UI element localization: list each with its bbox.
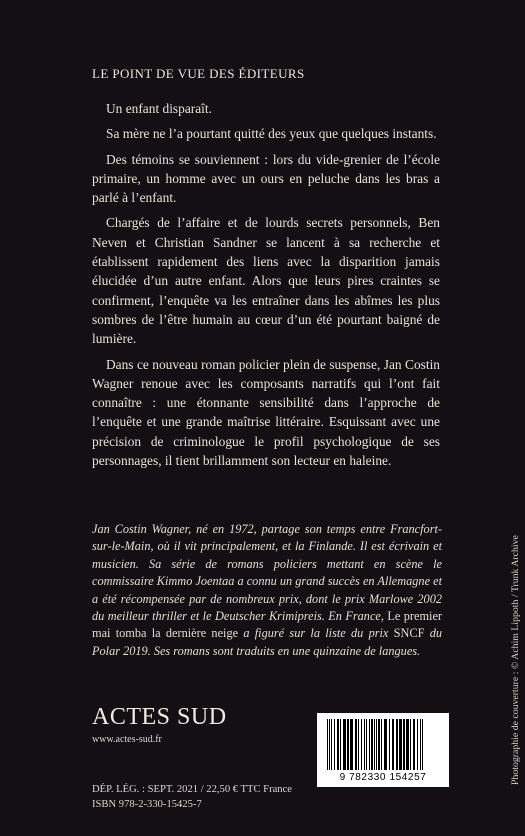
barcode-bar (369, 719, 370, 770)
bio-text: du Polar 2019. Ses romans sont traduits en une quinzaine de langues. (92, 626, 443, 658)
barcode-bar (347, 719, 349, 770)
barcode-bar (399, 719, 402, 770)
bio-text: Jan Costin Wagner, né en 1972, partage son temps entre Francfort-sur-le-Main, où il vit principalement, et la Finlande. Il est écrivain et musicien. Sa série de romans policiers mettant en scène le commissaire Kimmo Joentaa a connu un grand succès en Allemagne et a été récompensée par de nombreux prix, dont le prix Marlowe 2002 du meilleur thriller et le Deutscher Krimipreis. En France, (92, 522, 442, 624)
barcode-bar (422, 719, 423, 770)
blurb-paragraph: Chargés de l’affaire et de lourds secrets personnels, Ben Neven et Christian Sandner se lancent à sa recherche et établissent rapidement des liens avec la disparition jamais élucidée d’un autre enfant. Alors que leurs pires craintes se confirment, l’enquête va les entraîner dans les abîmes les plus sombres de l’être humain au cœur d’un été pourtant baigné de lumière. (92, 215, 440, 347)
publisher-url: www.actes-sud.fr (92, 734, 162, 745)
barcode-digits: 9 782330 154257 (339, 772, 427, 783)
barcode (317, 713, 449, 787)
publisher-logo: ACTES SUD (92, 704, 227, 730)
barcode-bar (381, 719, 382, 770)
barcode-bar (396, 719, 398, 770)
blurb-paragraph: Dans ce nouveau roman policier plein de suspense, Jan Costin Wagner renoue avec les composants narratifs qui l’ont fait connaître : une étonnante sensibilité dans l’approche de l’enquête et une grande maîtrise littéraire. Esquissant avec une précision de criminologue le profil psychologique de ses personnages, il tient brillamment son lecteur en haleine. (92, 356, 440, 469)
barcode-bar (376, 719, 377, 770)
barcode-bar (358, 719, 359, 770)
barcode-bar (406, 719, 409, 770)
barcode-bar (364, 719, 365, 770)
barcode-bar (413, 719, 415, 770)
blurb-paragraph: Sa mère ne l’a pourtant quitté des yeux que quelques instants. (106, 126, 437, 142)
barcode-bar (403, 719, 405, 770)
barcode-bar (378, 719, 380, 770)
barcode-bar (329, 719, 330, 770)
barcode-bar (417, 719, 418, 770)
section-heading: LE POINT DE VUE DES ÉDITEURS (92, 66, 305, 81)
barcode-bars (317, 713, 449, 773)
barcode-bar (361, 719, 362, 770)
bio-text: a figuré sur la liste du prix (238, 626, 394, 641)
barcode-bar (392, 719, 394, 770)
barcode-bar (343, 719, 346, 770)
barcode-bar (366, 719, 367, 770)
barcode-bar (371, 719, 373, 770)
photo-credit: Photographie de couverture : © Achim Lippoth / Trunk Archive (510, 535, 521, 785)
barcode-bar (334, 719, 335, 770)
legal-info (92, 782, 292, 812)
barcode-bar (410, 719, 411, 770)
barcode-bar (389, 719, 390, 770)
barcode-bar (350, 719, 353, 770)
bio-book-title: Le premier mai tomba la dernière neige (92, 609, 443, 641)
blurb-paragraph: Un enfant disparaît. (106, 101, 212, 116)
legal-deposit: DÉP. LÉG. : SEPT. 2021 / 22,50 € TTC France (92, 784, 292, 795)
barcode-bar (337, 719, 339, 770)
barcode-bar (384, 719, 387, 770)
isbn: ISBN 978-2-330-15425-7 (92, 799, 202, 810)
barcode-bar (355, 719, 357, 770)
barcode-bar (327, 719, 328, 770)
barcode-bar (340, 719, 341, 770)
bio-award-name: SNCF (393, 626, 425, 641)
blurb-text (92, 99, 440, 476)
barcode-bar (420, 719, 421, 770)
blurb-paragraph: Des témoins se souviennent : lors du vide-grenier de l’école primaire, un homme avec un ours en peluche dans les bras a parlé à l’enfant. (92, 151, 440, 206)
author-bio (92, 521, 442, 660)
barcode-bar (374, 719, 375, 770)
barcode-bar (331, 719, 332, 770)
